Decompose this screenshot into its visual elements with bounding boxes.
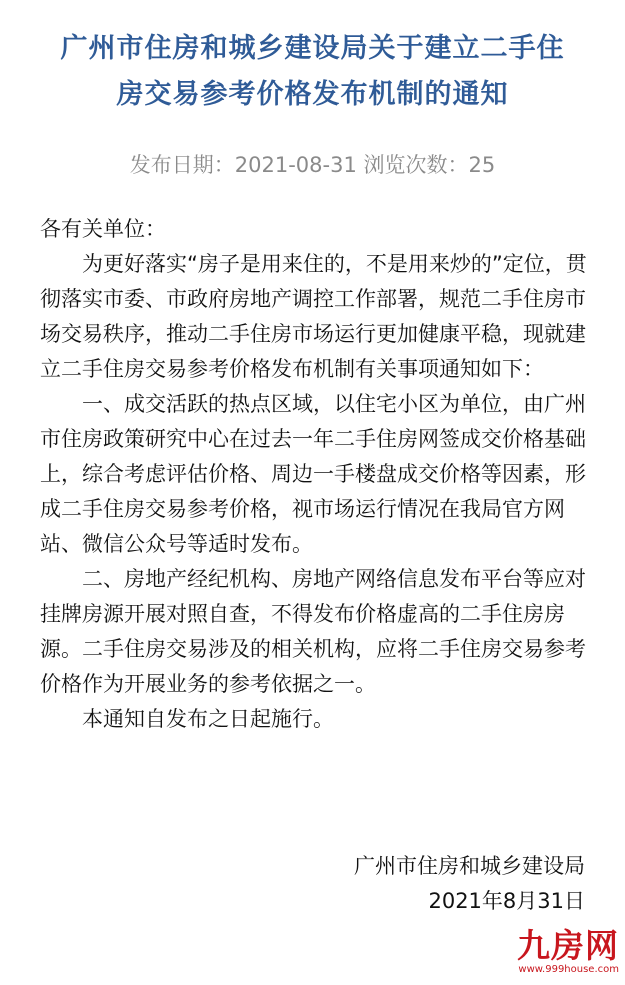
title-line-1: 广州市住房和城乡建设局关于建立二手住 [60,33,565,64]
title-line-2: 房交易参考价格发布机制的通知 [116,79,509,110]
watermark [494,928,619,976]
signature-org: 广州市住房和城乡建设局 [354,854,585,878]
paragraph-intro: 为更好落实“房子是用来住的，不是用来炒的”定位，贯彻落实市委、市政府房地产调控工作部署，规范二手住房市场交易秩序，推动二手住房市场运行更加健康平稳，现就建立二手住房交易参考价格发布机制有关事项通知如下： [40,252,587,381]
paragraph-closing: 本通知自发布之日起施行。 [82,707,334,731]
publish-meta: 发布日期：2021-08-31 浏览次数：25 [129,153,496,177]
watermark-url: www.999house.com [518,964,619,975]
watermark-logo: 九房网 [517,926,619,965]
page-title [0,26,625,118]
signature-date: 2021年8月31日 [428,889,585,913]
salutation: 各有关单位： [40,217,166,241]
paragraph-item-2: 二、房地产经纪机构、房地产网络信息发布平台等应对挂牌房源开展对照自查，不得发布价格虚高的二手住房房源。二手住房交易涉及的相关机构，应将二手住房交易参考价格作为开展业务的参考依据之一。 [40,567,586,696]
paragraph-item-1: 一、成交活跃的热点区域，以住宅小区为单位，由广州市住房政策研究中心在过去一年二手住房网签成交价格基础上，综合考虑评估价格、周边一手楼盘成交价格等因素，形成二手住房交易参考价格，视市场运行情况在我局官方网站、微信公众号等适时发布。 [40,392,586,556]
notice-body [40,212,600,737]
